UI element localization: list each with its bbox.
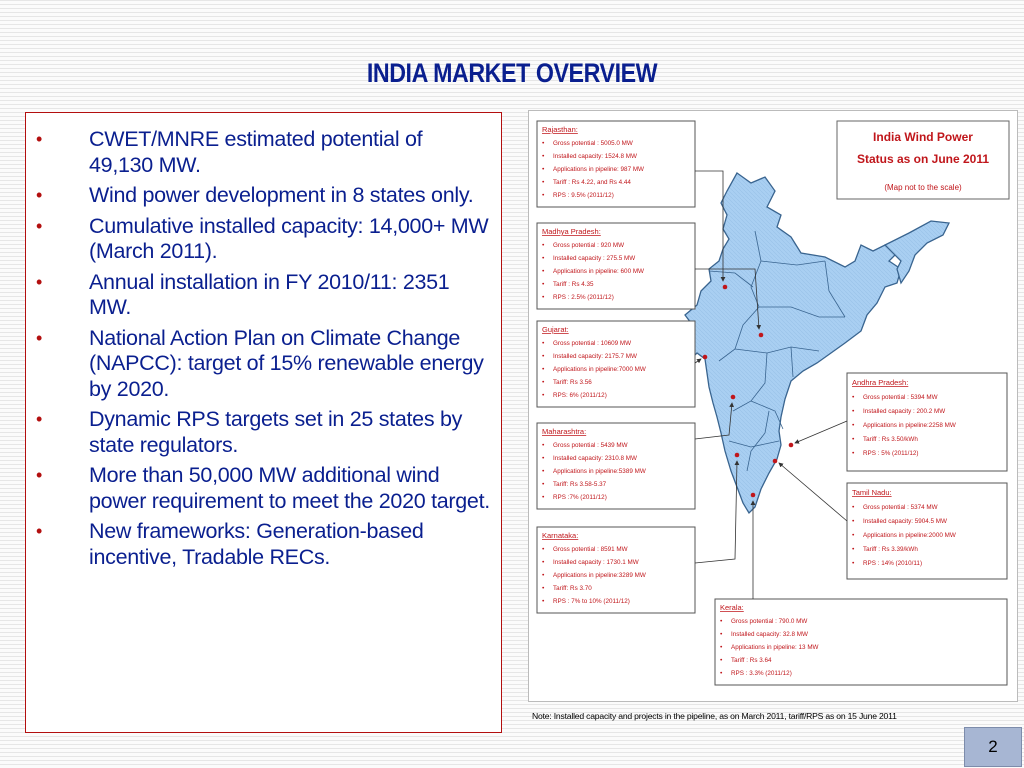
state-line-bullet: • bbox=[542, 353, 545, 360]
state-line-bullet: • bbox=[542, 392, 545, 399]
state-card-karnataka bbox=[537, 527, 695, 613]
state-line: RPS : 2.5% (2011/12) bbox=[553, 294, 614, 301]
state-line: Applications in pipeline:5389 MW bbox=[553, 468, 646, 475]
bullet-marker: • bbox=[36, 129, 43, 149]
state-line: RPS: 6% (2011/12) bbox=[553, 392, 607, 399]
state-line: Installed capacity: 1524.8 MW bbox=[553, 153, 637, 160]
state-line: Applications in pipeline:2258 MW bbox=[863, 422, 956, 429]
state-line: Gross potential : 920 MW bbox=[553, 242, 625, 249]
state-line-bullet: • bbox=[720, 670, 723, 677]
bullet-marker: • bbox=[36, 185, 43, 205]
bullet-marker: • bbox=[36, 215, 43, 236]
state-line: RPS : 14% (2010/11) bbox=[863, 560, 923, 567]
state-line-bullet: • bbox=[542, 379, 545, 386]
bullet-item bbox=[26, 127, 491, 178]
state-line-bullet: • bbox=[852, 436, 855, 443]
bullet-text: National Action Plan on Climate Change (NAPCC): target of 15% renewable energy by 2020. bbox=[89, 325, 484, 401]
bullet-text: More than 50,000 MW additional wind power requirement to meet the 2020 target. bbox=[89, 463, 490, 513]
bullet-text: Annual installation in FY 2010/11: 2351 MW. bbox=[89, 269, 450, 319]
state-line-bullet: • bbox=[852, 422, 855, 429]
state-line: Gross potential : 5394 MW bbox=[863, 394, 938, 401]
state-line: Applications in pipeline: 13 MW bbox=[731, 644, 819, 651]
state-name: Madhya Pradesh: bbox=[542, 227, 601, 236]
state-line: RPS :7% (2011/12) bbox=[553, 494, 607, 501]
state-line-bullet: • bbox=[542, 546, 545, 553]
state-line-bullet: • bbox=[852, 408, 855, 415]
state-line-bullet: • bbox=[852, 532, 855, 539]
marker-rajasthan bbox=[723, 285, 728, 290]
bullet-panel bbox=[25, 112, 502, 733]
bullet-item bbox=[26, 519, 491, 570]
state-line: Applications in pipeline:7000 MW bbox=[553, 366, 646, 373]
state-card-andhra-pradesh bbox=[847, 373, 1007, 471]
marker-maharashtra bbox=[731, 395, 736, 400]
bullet-text: CWET/MNRE estimated potential of 49,130 MW. bbox=[89, 127, 423, 177]
state-line-bullet: • bbox=[542, 255, 545, 262]
state-line-bullet: • bbox=[542, 153, 545, 160]
state-line: Applications in pipeline:3289 MW bbox=[553, 572, 646, 579]
bullet-text: Cumulative installed capacity: 14,000+ MW (March 2011). bbox=[89, 213, 489, 263]
state-line: Tariff : Rs 3.39/kWh bbox=[863, 546, 918, 553]
figure-title-line1: India Wind Power bbox=[873, 130, 973, 144]
bullet-marker: • bbox=[36, 409, 43, 429]
bullet-item bbox=[26, 270, 491, 321]
bullet-item bbox=[26, 183, 491, 209]
state-line: RPS : 7% to 10% (2011/12) bbox=[553, 598, 630, 605]
bullet-marker: • bbox=[36, 327, 43, 348]
state-line: Gross potential : 790.0 MW bbox=[731, 618, 808, 625]
state-line-bullet: • bbox=[542, 559, 545, 566]
marker-tamil-nadu bbox=[773, 459, 778, 464]
state-line-bullet: • bbox=[542, 366, 545, 373]
state-line: Gross potential : 10609 MW bbox=[553, 340, 632, 347]
state-line-bullet: • bbox=[542, 468, 545, 475]
state-name: Kerala: bbox=[720, 603, 744, 612]
state-line-bullet: • bbox=[542, 179, 545, 186]
state-line: Applications in pipeline: 987 MW bbox=[553, 166, 645, 173]
state-line: Installed capacity: 2310.8 MW bbox=[553, 455, 637, 462]
state-line-bullet: • bbox=[852, 560, 855, 567]
state-line: Tariff: Rs 3.58-5.37 bbox=[553, 481, 607, 488]
state-line: Tariff : Rs 3.64 bbox=[731, 657, 772, 664]
state-line-bullet: • bbox=[852, 518, 855, 525]
state-line-bullet: • bbox=[720, 618, 723, 625]
state-line-bullet: • bbox=[542, 481, 545, 488]
bullet-item bbox=[26, 326, 491, 403]
india-wind-map-figure bbox=[528, 110, 1018, 702]
state-line-bullet: • bbox=[542, 455, 545, 462]
marker-kerala bbox=[751, 493, 756, 498]
bullet-item bbox=[26, 407, 491, 458]
state-card-rajasthan bbox=[537, 121, 695, 207]
state-line: Tariff : Rs 4.35 bbox=[553, 281, 594, 288]
state-line: Installed capacity: 5904.5 MW bbox=[863, 518, 947, 525]
state-line: Applications in pipeline: 600 MW bbox=[553, 268, 645, 275]
state-line: Gross potential : 8591 MW bbox=[553, 546, 628, 553]
state-line: Tariff: Rs 3.56 bbox=[553, 379, 592, 386]
figure-title-box bbox=[837, 121, 1009, 199]
state-line: RPS : 3.3% (2011/12) bbox=[731, 670, 792, 677]
state-line: Gross potential : 5005.0 MW bbox=[553, 140, 633, 147]
state-card-tamil-nadu bbox=[847, 483, 1007, 579]
state-line-bullet: • bbox=[542, 585, 545, 592]
state-name: Rajasthan: bbox=[542, 125, 578, 134]
state-line: Applications in pipeline:2000 MW bbox=[863, 532, 956, 539]
state-line: Tariff : Rs 4.22, and Rs 4.44 bbox=[553, 179, 631, 186]
state-name: Karnataka: bbox=[542, 531, 579, 540]
state-line-bullet: • bbox=[542, 281, 545, 288]
marker-andhra-pradesh bbox=[789, 443, 794, 448]
state-line-bullet: • bbox=[852, 394, 855, 401]
state-line-bullet: • bbox=[542, 140, 545, 147]
bullet-marker: • bbox=[36, 271, 43, 292]
state-name: Maharashtra: bbox=[542, 427, 587, 436]
state-line: Gross potential : 5374 MW bbox=[863, 504, 938, 511]
state-card-maharashtra bbox=[537, 423, 695, 509]
bullet-list bbox=[26, 113, 501, 570]
state-line-bullet: • bbox=[542, 442, 545, 449]
state-line: Installed capacity : 275.5 MW bbox=[553, 255, 636, 262]
bullet-item bbox=[26, 214, 491, 265]
state-line: Tariff : Rs 3.50/kWh bbox=[863, 436, 918, 443]
state-line-bullet: • bbox=[852, 450, 855, 457]
state-line: Installed capacity : 1730.1 MW bbox=[553, 559, 639, 566]
state-line-bullet: • bbox=[720, 644, 723, 651]
state-line: Installed capacity: 32.8 MW bbox=[731, 631, 808, 638]
state-line: Gross potential : 5439 MW bbox=[553, 442, 628, 449]
state-line-bullet: • bbox=[542, 294, 545, 301]
state-line-bullet: • bbox=[852, 504, 855, 511]
bullet-item bbox=[26, 463, 491, 514]
state-line: RPS : 9.5% (2011/12) bbox=[553, 192, 614, 199]
state-line: Installed capacity : 200.2 MW bbox=[863, 408, 946, 415]
marker-madhya-pradesh bbox=[759, 333, 764, 338]
bullet-marker: • bbox=[36, 521, 43, 541]
figure-title-line2: Status as on June 2011 bbox=[856, 152, 990, 166]
state-line: Installed capacity: 2175.7 MW bbox=[553, 353, 637, 360]
state-line-bullet: • bbox=[542, 340, 545, 347]
marker-gujarat bbox=[703, 355, 708, 360]
state-line-bullet: • bbox=[542, 192, 545, 199]
figure-subtitle: (Map not to the scale) bbox=[884, 183, 962, 192]
india-wind-map-svg bbox=[529, 111, 1017, 701]
state-card-madhya-pradesh bbox=[537, 223, 695, 309]
bullet-text: Dynamic RPS targets set in 25 states by state regulators. bbox=[89, 407, 463, 457]
state-name: Gujarat: bbox=[542, 325, 569, 334]
state-line-bullet: • bbox=[542, 494, 545, 501]
figure-note: Note: Installed capacity and projects in the pipeline, as on March 2011, tariff/RPS as on 15 June 2011 bbox=[532, 711, 897, 721]
bullet-text: New frameworks: Generation-based incentive, Tradable RECs. bbox=[89, 519, 424, 569]
bullet-text: Wind power development in 8 states only. bbox=[89, 183, 474, 207]
state-line-bullet: • bbox=[720, 631, 723, 638]
state-line-bullet: • bbox=[542, 242, 545, 249]
state-card-kerala bbox=[715, 599, 1007, 685]
page-number: 2 bbox=[964, 727, 1022, 767]
state-line-bullet: • bbox=[542, 166, 545, 173]
state-line-bullet: • bbox=[542, 598, 545, 605]
marker-karnataka bbox=[735, 453, 740, 458]
bullet-marker: • bbox=[36, 465, 43, 485]
state-line-bullet: • bbox=[852, 546, 855, 553]
slide-title: INDIA MARKET OVERVIEW bbox=[366, 58, 658, 88]
state-line-bullet: • bbox=[720, 657, 723, 664]
state-card-gujarat bbox=[537, 321, 695, 407]
state-name: Andhra Pradesh: bbox=[852, 378, 909, 387]
state-line: RPS : 5% (2011/12) bbox=[863, 450, 919, 457]
state-name: Tamil Nadu: bbox=[852, 488, 892, 497]
state-line: Tariff: Rs 3.70 bbox=[553, 585, 592, 592]
state-line-bullet: • bbox=[542, 572, 545, 579]
state-line-bullet: • bbox=[542, 268, 545, 275]
